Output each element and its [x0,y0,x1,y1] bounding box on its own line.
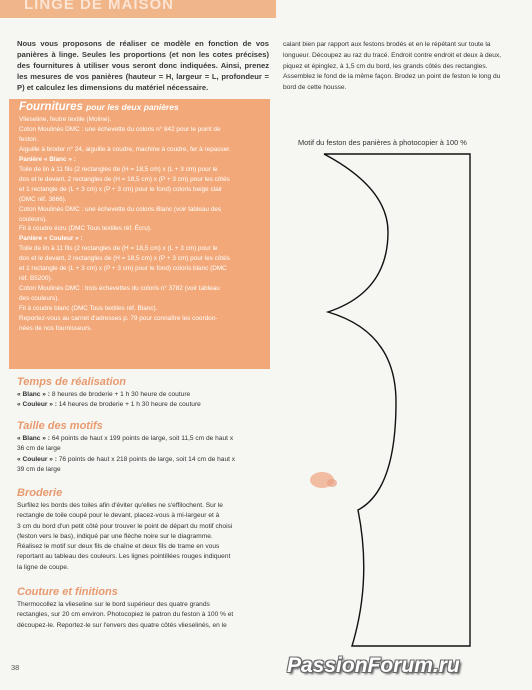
fournitures-line: dos et le devant, 2 rectangles de (H = 18,5 cm) x (P + 3 cm) pour les côtés [19,255,230,263]
fournitures-line: des couleurs). [19,295,60,303]
couture-line: rectangles, sur 20 cm environ. Photocopiez le patron du feston à 100 % et [17,611,234,619]
right-text-line: Assemblez le fond de la même façon. Brodez un point de feston le long du [283,73,501,81]
fournitures-line: réf. B5200). [19,275,53,283]
stain-mark [327,479,337,487]
taille-line [17,445,61,452]
page-number: 38 [11,663,20,672]
right-text-line: piquez et épinglez, à 1,5 cm du bord, les grands côtés des rectangles. [283,62,488,70]
panier-couleur-heading: Panière « Couleur » : [19,235,83,243]
temps-label: « Couleur » : [17,401,57,409]
taille-line [17,466,61,473]
broderie-line: la ligne de coupe. [17,563,69,571]
fournitures-heading [19,101,179,113]
taille-label: « Blanc » : [17,435,50,442]
broderie-line: Surfilez les bords des toiles afin d'éviter qu'elles ne s'effilochent. Sur le [17,502,223,509]
watermark: PassionForum.ru [287,654,460,677]
fournitures-line: dos et le devant, 2 rectangles de (H = 18,5 cm) x (P + 3 cm) pour les côtés [19,175,230,183]
taille-value: 64 points de haut x 199 points de large, soit 11,5 cm de haut x [49,435,234,442]
fournitures-line: couleurs). [19,215,48,223]
fournitures-line: nées de nos fournisseurs. [19,325,93,333]
taille-line [17,435,233,442]
right-text-line: longueur. Découpez au raz du tracé. Endroit contre endroit et deux à deux, [283,51,502,59]
broderie-text [17,501,272,573]
broderie-section [17,487,272,573]
broderie-heading: Broderie [17,487,63,499]
broderie-line: rectangle de toile coupé pour le devant, placez-vous à mi-largeur et à [17,512,220,520]
fournitures-box [9,99,270,369]
taille-line [17,456,235,463]
fournitures-line: et 1 rectangle de (L + 3 cm) x (P + 3 cm) pour le fond) coloris beige clair [19,185,223,193]
temps-text [17,390,272,411]
temps-line-blanc [17,391,190,398]
temps-value: 8 heures de broderie + 1 h 30 heure de couture [49,391,191,398]
panier-blanc-heading: Panière « Blanc » : [19,155,76,163]
fournitures-line: Toile de lin à 11 fils (2 rectangles de (H = 18,5 cm) x (L + 3 cm) pour le [19,165,218,173]
fournitures-line: Reportez-vous au carnet d'adresses p. 79 pour connaître les coordon- [19,315,218,323]
fournitures-line: et 1 rectangle de (L + 3 cm) x (P + 3 cm) pour le fond) coloris blanc (DMC [19,265,227,273]
taille-heading: Taille des motifs [17,420,103,432]
fournitures-line: Vlieseline, feutre textile (Moline). [19,116,112,123]
taille-text [17,434,272,475]
taille-label: « Couleur » : [17,455,57,463]
fournitures-title: Fournitures [19,101,83,113]
right-text-line: bord de cette housse. [283,84,347,92]
fournitures-line: Coton Moulinés DMC : une échevette du coloris Blanc (voir tableau des [19,205,222,213]
taille-value: 76 points de haut x 218 points de large, soit 14 cm de haut x [56,455,236,463]
fournitures-line: Toile de lin à 11 fils (2 rectangles de (H = 18,5 cm) x (L + 3 cm) pour le [19,245,218,253]
couture-line: découpez-le. Reportez-le sur l'envers des quatre côtés vlieselinés, en le [17,621,227,629]
fournitures-line: Coton Moulinés DMC : trois échevettes du coloris n° 3782 (voir tableau [19,285,220,293]
right-column-text [283,40,515,94]
broderie-line: (feston vers le bas), indiqué par une flèche noire sur le diagramme. [17,532,213,540]
fournitures-line: Fil à coudre écru (DMC Tous textiles réf. Écru). [19,225,152,233]
taille-value: 36 cm de large [17,445,61,453]
fournitures-text [19,115,265,334]
couture-line: Thermocollez la vlieseline sur le bord supérieur des quatre grands [17,601,210,608]
header-title: LINGE DE MAISON [24,0,175,13]
right-text-line: calant bien par rapport aux festons brodés et en le répétant sur toute la [283,41,491,48]
broderie-line: Réalisez le motif sur deux fils de chaîne et deux fils de trame en vous [17,543,220,551]
fournitures-line: feston. [19,135,39,143]
couture-text [17,600,272,631]
fournitures-line: (DMC réf. 3866). [19,195,67,203]
motif-title: Motif du feston des panières à photocopier à 100 % [298,138,467,147]
temps-heading: Temps de réalisation [17,376,127,388]
broderie-line: 3 cm du bord d'un petit côté pour trouver le point de départ du motif choisi [17,522,233,530]
temps-value: 14 heures de broderie + 1 h 30 heure de couture [56,401,201,409]
fournitures-line: Fil à coudre blanc (DMC Tous textiles réf. Blanc). [19,305,158,313]
couture-section [17,586,272,631]
taille-value: 39 cm de large [17,465,61,473]
temps-section [17,376,272,411]
scallop-pattern [276,150,476,650]
temps-label: « Blanc » : [17,391,50,398]
couture-heading: Couture et finitions [17,586,118,598]
scallop-outline [324,154,470,646]
fournitures-line: Coton Moulinés DMC : une échevette du coloris n° 842 pour le point de [19,125,221,133]
fournitures-line: Aiguille à broder n° 24, aiguille à coudre, machine à coudre, fer à repasser. [19,145,231,153]
taille-section [17,420,272,475]
header-bar [0,0,276,18]
intro-paragraph: Nous vous proposons de réaliser ce modèle en fonction de vos panières à linge. Seules les proportions (et non les cotes précises) des fournitures à utiliser vous seront donc indiquées. Ainsi, prenez les mesures de vos panières (hauteur = H, largeur = L, profondeur = P) et calculez les dimensions du matériel nécessaire. [17,39,269,92]
fournitures-subtitle: pour les deux panières [86,102,179,112]
temps-line-couleur [17,401,201,408]
broderie-line: reportant au tableau des couleurs. Les lignes pointillées rouges indiquent [17,553,231,561]
